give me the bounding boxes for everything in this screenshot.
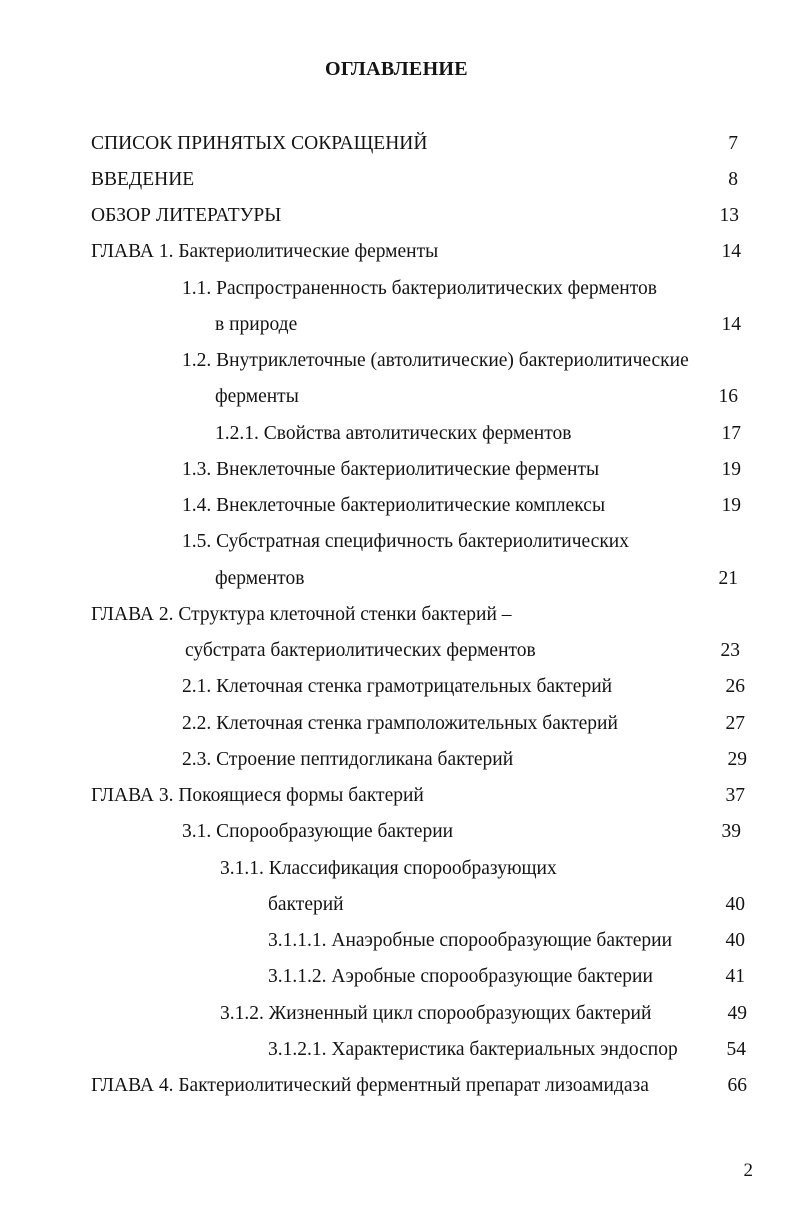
toc-entry-label: 1.4. Внеклеточные бактериолитические комплексы	[182, 495, 606, 516]
toc-entry-3-1-2	[0, 996, 793, 1032]
toc-entry-label: 3.1.1. Классификация спорообразующих	[220, 858, 557, 879]
toc-entry-page: 27	[725, 713, 745, 734]
toc-entry-1-2-line-2	[0, 379, 793, 415]
toc-entry-page: 19	[721, 495, 741, 516]
toc-entry-1-5-line-1	[0, 524, 793, 560]
toc-entry-1-1-line-1	[0, 271, 793, 307]
toc-entry-label: 3.1.2.1. Характеристика бактериальных эндоспор	[268, 1039, 678, 1060]
toc-entry-label: 2.1. Клеточная стенка грамотрицательных бактерий	[182, 676, 613, 697]
toc-entry-page: 40	[725, 930, 745, 951]
toc-entry-label: 2.3. Строение пептидогликана бактерий	[182, 749, 514, 770]
toc-entry-label: ГЛАВА 4. Бактериолитический ферментный препарат лизоамидаза	[91, 1075, 649, 1096]
toc-entry-page: 13	[719, 205, 739, 226]
toc-entry-3-1	[0, 814, 793, 850]
toc-entry-1-4	[0, 488, 793, 524]
toc-entry-label: ГЛАВА 2. Структура клеточной стенки бактерий –	[91, 604, 512, 625]
toc-entry-chapter-1	[0, 234, 793, 270]
toc-entry-3-1-1-line-2	[0, 887, 793, 923]
toc-entry-label: 3.1.1.2. Аэробные спорообразующие бактерии	[268, 966, 653, 987]
toc-entry-1-1-line-2	[0, 307, 793, 343]
toc-entry-label: ОБЗОР ЛИТЕРАТУРЫ	[91, 205, 282, 226]
toc-entry-3-1-1-2	[0, 959, 793, 995]
toc-entry-label: бактерий	[268, 894, 344, 915]
toc-entry-chapter-3	[0, 778, 793, 814]
toc-entry-label: субстрата бактериолитических ферментов	[185, 640, 536, 661]
toc-entry-label: в природе	[215, 314, 298, 335]
toc-entry-3-1-1-1	[0, 923, 793, 959]
toc-entry-label: 3.1.2. Жизненный цикл спорообразующих бактерий	[220, 1003, 652, 1024]
toc-entry-page: 17	[721, 423, 741, 444]
toc-entry-1-2-line-1	[0, 343, 793, 379]
toc-entry-2-1	[0, 669, 793, 705]
toc-entry-label: 1.2.1. Свойства автолитических ферментов	[215, 423, 572, 444]
toc-entry-page: 14	[721, 314, 741, 335]
toc-entry-label: ГЛАВА 3. Покоящиеся формы бактерий	[91, 785, 424, 806]
toc-entry-page: 40	[725, 894, 745, 915]
toc-entry-page: 41	[725, 966, 745, 987]
toc-entry-2-3	[0, 742, 793, 778]
toc-entry-page: 23	[720, 640, 740, 661]
toc-entry-page: 14	[721, 241, 741, 262]
toc-entry-chapter-2-line-2	[0, 633, 793, 669]
toc-entry-label: ферменты	[215, 386, 299, 407]
toc-entry-label: ферментов	[215, 568, 305, 589]
toc-entry-abbreviations	[0, 126, 793, 162]
page-number: 2	[743, 1160, 753, 1181]
toc-entry-page: 54	[726, 1039, 746, 1060]
toc-entry-page: 39	[721, 821, 741, 842]
toc-entry-label: 3.1.1.1. Анаэробные спорообразующие бактерии	[268, 930, 673, 951]
toc-entry-3-1-2-1	[0, 1032, 793, 1068]
toc-entry-1-3	[0, 452, 793, 488]
toc-entry-chapter-2-line-1	[0, 597, 793, 633]
toc-entry-1-5-line-2	[0, 561, 793, 597]
toc-entry-page: 21	[718, 568, 738, 589]
toc-entry-label: ГЛАВА 1. Бактериолитические ферменты	[91, 241, 439, 262]
toc-entry-label: ВВЕДЕНИЕ	[91, 169, 195, 190]
toc-entry-label: 1.3. Внеклеточные бактериолитические ферменты	[182, 459, 600, 480]
toc-entry-page: 26	[725, 676, 745, 697]
toc-entry-page: 49	[727, 1003, 747, 1024]
toc-entry-page: 19	[721, 459, 741, 480]
toc-entry-3-1-1-line-1	[0, 851, 793, 887]
toc-entry-page: 16	[718, 386, 738, 407]
page-title: ОГЛАВЛЕНИЕ	[325, 58, 468, 80]
toc-entry-page: 66	[727, 1075, 747, 1096]
toc-entry-literature-review	[0, 198, 793, 234]
toc-entry-chapter-4	[0, 1068, 793, 1104]
toc-entry-label: 1.5. Субстратная специфичность бактериолитических	[182, 531, 629, 552]
toc-entry-page: 29	[727, 749, 747, 770]
toc-entry-label: 1.1. Распространенность бактериолитических ферментов	[182, 278, 657, 299]
toc-entry-label: 1.2. Внутриклеточные (автолитические) бактериолитические	[182, 350, 689, 371]
toc-entry-page: 8	[728, 169, 738, 190]
toc-entry-page: 37	[725, 785, 745, 806]
toc-entry-2-2	[0, 706, 793, 742]
toc-entry-label: 3.1. Спорообразующие бактерии	[182, 821, 454, 842]
toc-entry-1-2-1	[0, 416, 793, 452]
toc-entry-page: 7	[728, 133, 738, 154]
toc-entry-label: СПИСОК ПРИНЯТЫХ СОКРАЩЕНИЙ	[91, 133, 428, 154]
toc-entry-label: 2.2. Клеточная стенка грамположительных бактерий	[182, 713, 618, 734]
toc-entry-introduction	[0, 162, 793, 198]
